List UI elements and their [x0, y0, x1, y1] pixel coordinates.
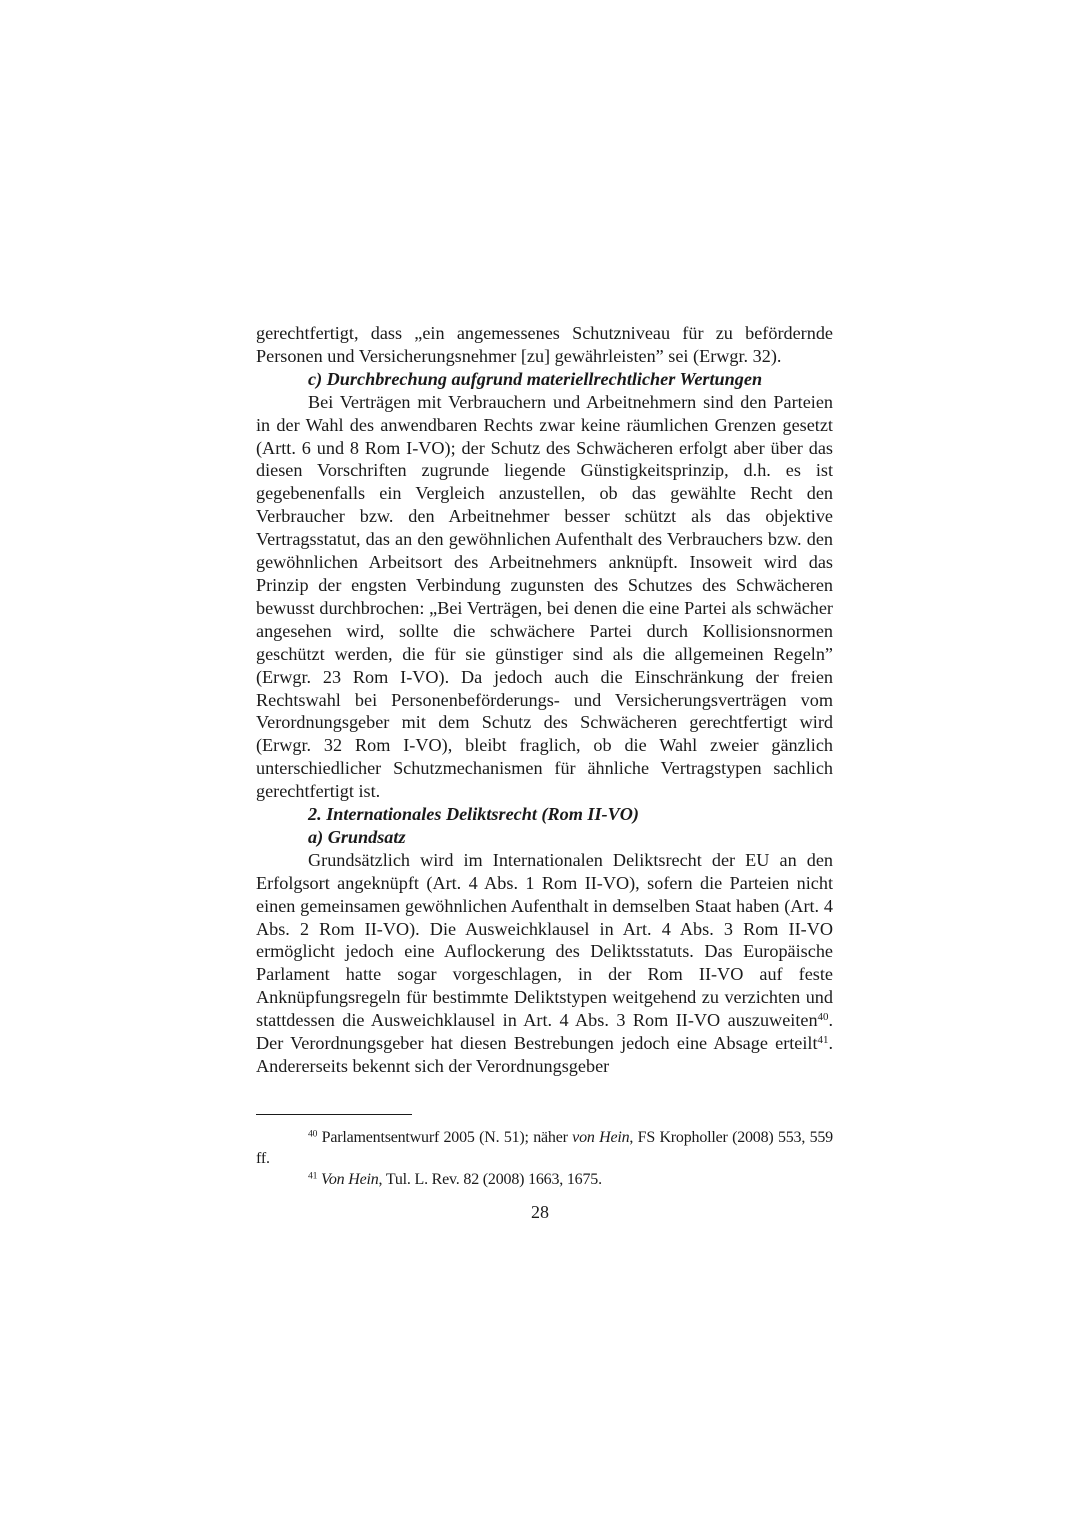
paragraph-text: Grundsätzlich wird im Internationalen Deliktsrecht der EU an den Erfolgsort angeknüpft (Art. 4 Abs. 1 Rom II-VO), sofern die Parteien nicht einen gemeinsamen gewöhnlichen Aufenthalt in demselben Staat haben (Art. 4 Abs. 2 Rom II-VO). Die Ausweichklausel in Art. 4 Abs. 3 Rom II-VO ermöglicht jedoch eine Auflockerung des Deliktsstatuts. Das Europäische Parlament hatte sogar vorgeschlagen, in der Rom II-VO auf feste Anknüpfungsregeln für bestimmte Deliktstypen weitgehend zu verzichten und stattdessen die Ausweichklausel in Art. 4 Abs. 3 Rom II-VO auszuweiten	[256, 849, 833, 1031]
footnotes	[256, 1127, 833, 1190]
footnote-text: , FS Kropholler (2008) 553, 559 ff.	[256, 1129, 833, 1167]
paragraph-grundsatz	[256, 849, 833, 1078]
footnote-ref-41[interactable]: 41	[817, 1034, 829, 1047]
paragraph-weaker-party: Bei Verträgen mit Verbrauchern und Arbeitnehmern sind den Parteien in der Wahl des anwendbaren Rechts zwar keine räumlichen Grenzen gesetzt (Artt. 6 und 8 Rom I-VO); der Schutz des Schwächeren erfolgt aber über das diesen Vorschriften zugrunde liegende Günstigkeitsprinzip, d.h. es ist gegebenenfalls ein Vergleich anzustellen, ob das gewählte Recht den Verbraucher bzw. den Arbeitnehmer besser schützt als das objektive Vertragsstatut, das an den gewöhnlichen Aufenthalt des Verbrauchers bzw. den gewöhnlichen Arbeitsort des Arbeitnehmers anknüpft. Insoweit wird das Prinzip der engsten Verbindung zugunsten des Schutzes des Schwächeren bewusst durchbrochen: „Bei Verträgen, bei denen die eine Partei als schwächer angesehen wird, sollte die schwächere Partei durch Kollisionsnormen geschützt werden, die für sie günstiger sind als die allgemeinen Regeln” (Erwgr. 23 Rom I-VO). Da jedoch auch die Einschränkung der freien Rechtswahl bei Personenbeförderungs- und Versicherungsverträgen vom Verordnungsgeber mit dem Schutz des Schwächeren gerechtfertigt wird (Erwgr. 32 Rom I-VO), bleibt fraglich, ob die Wahl zweier gänzlich unterschiedlicher Schutzmechanismen für ähnliche Vertragstypen sachlich gerechtfertigt ist.	[256, 391, 833, 802]
section-heading-2: 2. Internationales Deliktsrecht (Rom II-VO)	[308, 804, 639, 825]
footnote-number: 40	[308, 1128, 318, 1140]
main-text	[256, 322, 833, 1078]
footnote-41	[256, 1169, 833, 1190]
section-heading-a: a) Grundsatz	[308, 826, 406, 847]
section-heading-c: c) Durchbrechung aufgrund materiellrechtlicher Wertungen	[308, 368, 763, 389]
footnote-number: 41	[308, 1170, 318, 1182]
footnote-author: von Hein	[572, 1129, 630, 1146]
paragraph-text: . Andererseits bekennt sich der Verordnungsgeber	[256, 1033, 833, 1076]
footnote-author: Von Hein	[321, 1171, 379, 1188]
footnote-ref-40[interactable]: 40	[817, 1011, 829, 1024]
footnote-divider	[256, 1114, 412, 1115]
paragraph-continuation: gerechtfertigt, dass „ein angemessenes Schutzniveau für zu befördernde Personen und Versicherungsnehmer [zu] gewährleisten” sei (Erwgr. 32).	[256, 323, 833, 366]
footnote-40	[256, 1127, 833, 1169]
paragraph-text: . Der Verordnungsgeber hat diesen Bestrebungen jedoch eine Absage erteilt	[256, 1010, 833, 1054]
page-number: 28	[531, 1202, 549, 1222]
footnote-text: Parlamentsentwurf 2005 (N. 51); näher	[321, 1129, 573, 1146]
footnote-text: , Tul. L. Rev. 82 (2008) 1663, 1675.	[378, 1171, 602, 1188]
